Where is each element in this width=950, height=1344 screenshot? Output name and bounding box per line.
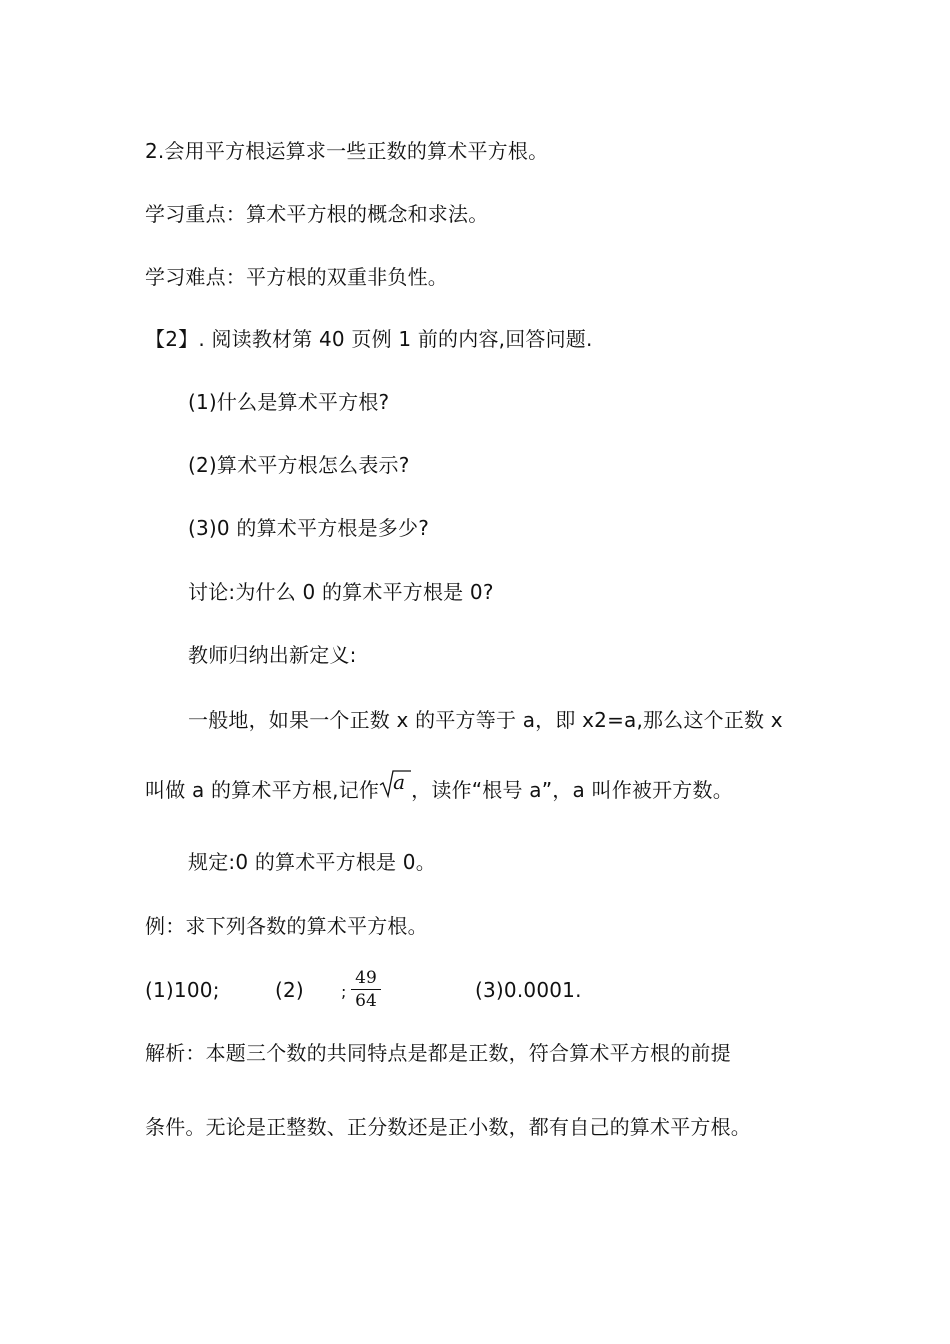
question-1: (1)什么是算术平方根?	[188, 390, 390, 414]
key-point: 学习重点：算术平方根的概念和求法。	[145, 202, 489, 226]
definition-text-before: 叫做 a 的算术平方根,记作	[145, 778, 380, 802]
objective-2: 2.会用平方根运算求一些正数的算术平方根。	[145, 139, 549, 163]
example-item-3: (3)0.0001.	[475, 978, 582, 1002]
difficulty: 学习难点：平方根的双重非负性。	[145, 265, 448, 289]
sqrt-radicand: a	[393, 770, 406, 794]
analysis-line-1: 解析：本题三个数的共同特点是都是正数，符合算术平方根的前提	[145, 1041, 731, 1065]
sqrt-a-symbol	[379, 770, 411, 803]
fraction-denominator: 64	[355, 991, 377, 1011]
analysis-line-2: 条件。无论是正整数、正分数还是正小数，都有自己的算术平方根。	[145, 1115, 751, 1139]
fraction-numerator: 49	[355, 968, 377, 988]
example-item-1: (1)100;	[145, 978, 220, 1002]
example-title: 例：求下列各数的算术平方根。	[145, 914, 428, 938]
example-item-2-label: (2)	[275, 978, 304, 1002]
definition-line-2	[145, 770, 733, 803]
question-3: (3)0 的算术平方根是多少?	[188, 516, 430, 540]
discussion: 讨论:为什么 0 的算术平方根是 0?	[188, 580, 494, 604]
definition-text-after: ，读作“根号 a”，a 叫作被开方数。	[411, 778, 733, 802]
definition-line-1: 一般地，如果一个正数 x 的平方等于 a，即 x2=a,那么这个正数 x	[188, 708, 783, 732]
question-2: (2)算术平方根怎么表示?	[188, 453, 410, 477]
fraction-49-64	[351, 968, 381, 1011]
section-heading: 【2】. 阅读教材第 40 页例 1 前的内容,回答问题.	[145, 327, 593, 351]
fraction-bar	[351, 989, 381, 990]
teacher-summary: 教师归纳出新定义:	[188, 643, 357, 667]
rule: 规定:0 的算术平方根是 0。	[188, 850, 436, 874]
example-item-2-semicolon: ;	[341, 982, 347, 1001]
